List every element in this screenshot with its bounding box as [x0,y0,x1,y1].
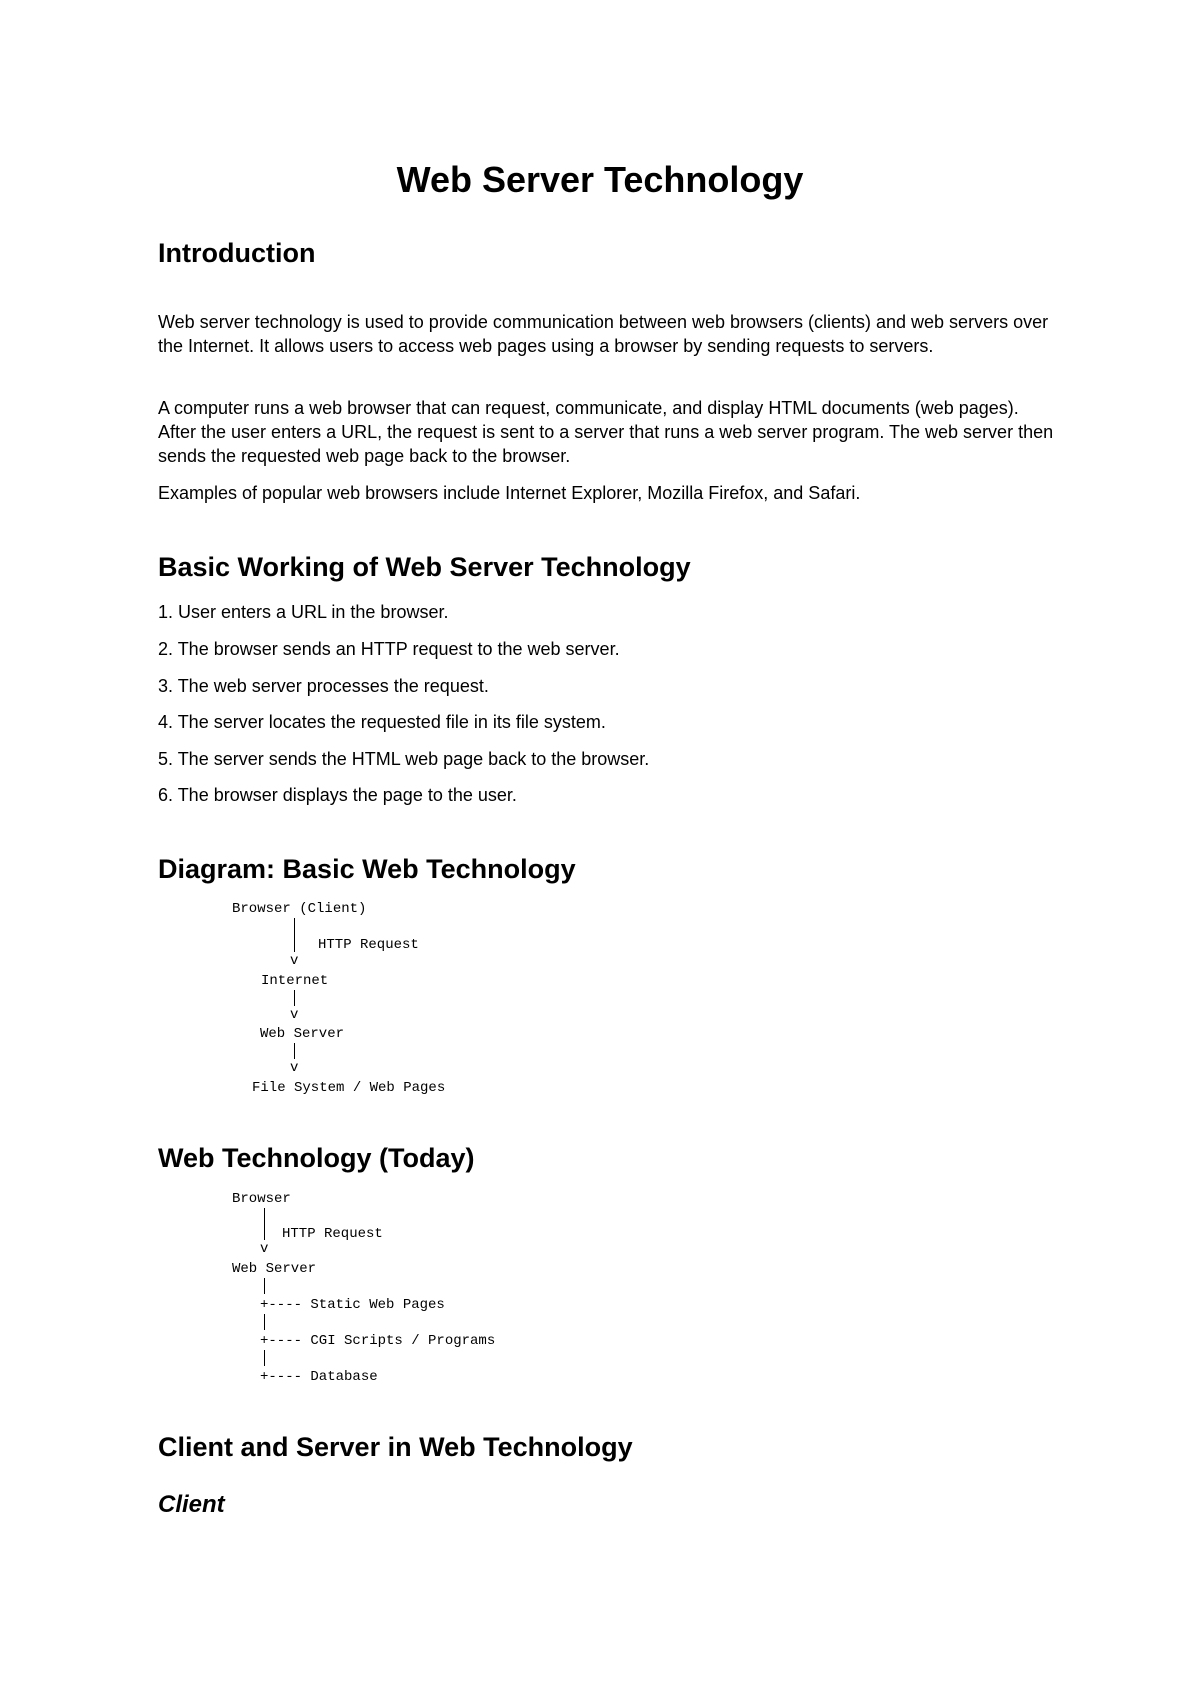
diagram-arrow: v [290,953,299,969]
diagram-arrow: v [290,1007,299,1023]
diagram-connector-line [264,1314,265,1330]
diagram-today [158,1190,658,1390]
diagram-connector-line [294,990,295,1006]
diagram-connector-line [264,1350,265,1366]
diagram-connector-line [264,1278,265,1294]
introduction-heading: Introduction [158,238,316,268]
diagram-branch-cgi: +---- CGI Scripts / Programs [260,1333,496,1349]
step-item: 3. The web server processes the request. [158,676,489,696]
diagram-web-server-label: Web Server [232,1261,317,1277]
basic-working-heading: Basic Working of Web Server Technology [158,552,691,582]
introduction-paragraph-3: Examples of popular web browsers include Internet Explorer, Mozilla Firefox, and Safari. [158,483,861,503]
introduction-paragraph-2: A computer runs a web browser that can request, communicate, and display HTML documents (web pages). After the user enters a URL, the request is sent to a server that runs a web server program. The web server then sends the requested web page back to the browser. [158,398,1054,466]
step-item: 4. The server locates the requested file in its file system. [158,712,606,732]
page-title: Web Server Technology [396,159,804,200]
diagram-browser-label: Browser (Client) [232,901,367,917]
step-item: 2. The browser sends an HTTP request to the web server. [158,639,620,659]
diagram-today-heading: Web Technology (Today) [158,1143,475,1173]
introduction-paragraph-1: Web server technology is used to provide communication between web browsers (clients) and web servers over the Internet. It allows users to access web pages using a browser by sending requests to servers. [158,312,1049,356]
diagram-basic-heading: Diagram: Basic Web Technology [158,854,576,884]
step-item: 5. The server sends the HTML web page back to the browser. [158,749,650,769]
diagram-basic [158,900,658,1100]
client-subheading: Client [158,1491,225,1518]
diagram-web-server-label: Web Server [260,1026,345,1042]
diagram-request-label: HTTP Request [318,937,419,953]
step-item: 6. The browser displays the page to the user. [158,785,517,805]
diagram-request-label: HTTP Request [282,1226,383,1242]
diagram-internet-label: Internet [261,973,329,989]
diagram-arrow: v [290,1060,299,1076]
diagram-file-system-label: File System / Web Pages [252,1080,446,1096]
diagram-browser-label: Browser [232,1191,291,1207]
diagram-branch-database: +---- Database [260,1369,378,1385]
diagram-connector-line [264,1208,265,1240]
diagram-connector-line [294,918,295,952]
client-server-heading: Client and Server in Web Technology [158,1432,633,1462]
diagram-connector-line [294,1043,295,1059]
diagram-branch-static: +---- Static Web Pages [260,1297,445,1313]
step-item: 1. User enters a URL in the browser. [158,602,449,622]
diagram-arrow: v [260,1241,269,1257]
